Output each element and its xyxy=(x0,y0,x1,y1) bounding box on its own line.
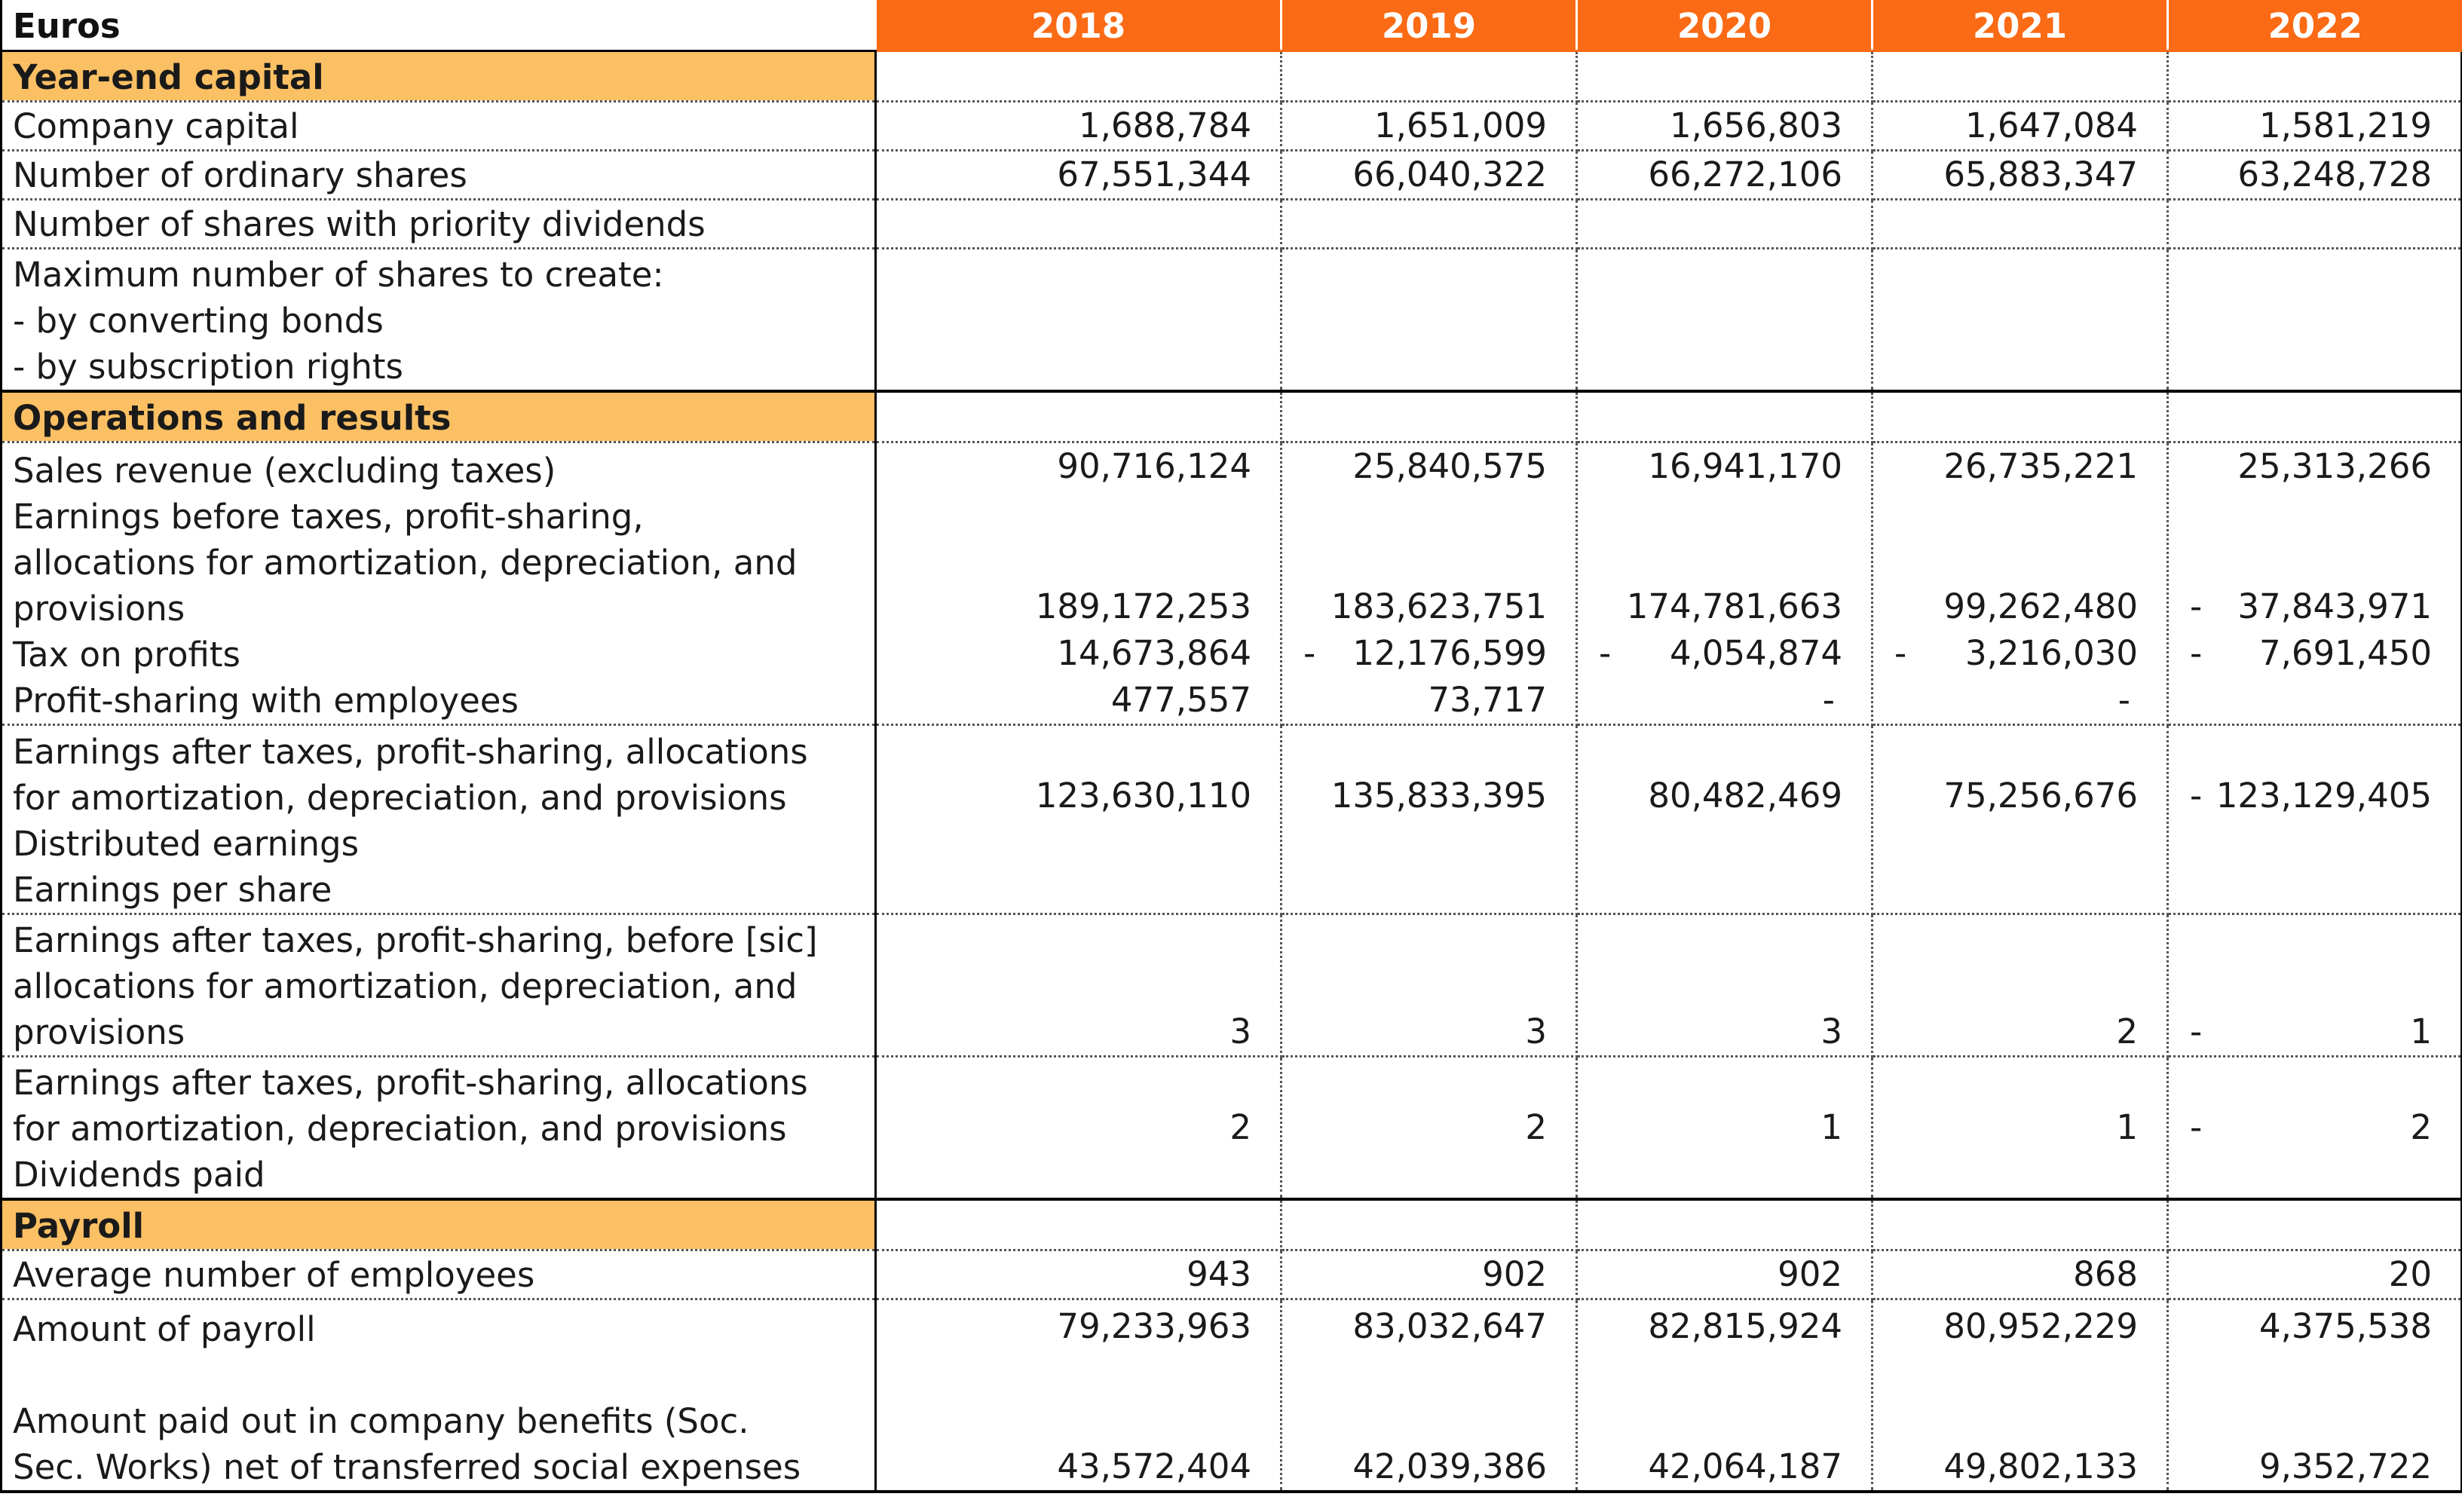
row-label xyxy=(2,249,876,392)
year-header-2021: 2021 xyxy=(1873,0,2168,51)
value-cell-2022 xyxy=(2168,200,2462,249)
cell-value: 902 xyxy=(1482,1254,1547,1294)
cell-value: 73,717 xyxy=(1428,680,1547,720)
value-cell-2019 xyxy=(1282,249,1577,392)
cell-value: 1 xyxy=(1820,1107,1842,1147)
value-cell-2021 xyxy=(1873,1299,2168,1492)
cell-value xyxy=(1588,819,1842,866)
cell-value xyxy=(887,1057,1251,1104)
cell-value: 477,557 xyxy=(1110,680,1251,720)
cell-line: provisions xyxy=(13,1012,185,1052)
value-cell-2021 xyxy=(1873,51,2168,102)
cell-value xyxy=(1293,490,1547,537)
cell-value: 83,032,647 xyxy=(1352,1306,1547,1346)
table-row xyxy=(2,1057,2462,1200)
value-cell-2020 xyxy=(1577,249,1873,392)
value-cell-2022 xyxy=(2168,1199,2462,1250)
value-cell-2022 xyxy=(2168,1299,2462,1492)
cell-value: 25,840,575 xyxy=(1352,446,1547,486)
cell-value: 1,647,084 xyxy=(1964,106,2138,145)
value-cell-2018 xyxy=(876,725,1282,914)
cell-value xyxy=(2179,1397,2432,1443)
value-cell-2020 xyxy=(1577,1199,1873,1250)
value-cell-2022 xyxy=(2168,1250,2462,1299)
value-cell-2020 xyxy=(1577,1299,1873,1492)
cell-value xyxy=(887,726,1251,773)
section-title xyxy=(2,1199,876,1250)
cell-line xyxy=(13,1352,864,1398)
value-cell-2018 xyxy=(876,442,1282,725)
value-cell-2018 xyxy=(876,151,1282,200)
cell-value: 902 xyxy=(1778,1254,1842,1294)
section-header-row xyxy=(2,1199,2462,1250)
cell-value xyxy=(2179,819,2432,866)
negative-sign: - xyxy=(1599,633,1612,673)
cell-value xyxy=(887,962,1251,1009)
value-cell-2018 xyxy=(876,914,1282,1057)
cell-value xyxy=(2179,1350,2432,1397)
cell-value: 868 xyxy=(2073,1254,2138,1294)
value-cell-2019 xyxy=(1282,1199,1577,1250)
value-cell-2019 xyxy=(1282,102,1577,151)
year-header-2018: 2018 xyxy=(876,0,1282,51)
cell-line: Distributed earnings xyxy=(13,824,360,864)
table-row xyxy=(2,1250,2462,1299)
cell-value xyxy=(2179,1057,2432,1104)
cell-value xyxy=(1884,866,2138,913)
cell-value xyxy=(887,915,1251,962)
cell-value xyxy=(2179,537,2432,583)
cell-value xyxy=(1293,1057,1547,1104)
cell-value xyxy=(1884,490,2138,537)
value-cell-2020 xyxy=(1577,1057,1873,1200)
cell-value xyxy=(887,490,1251,537)
cell-value: 183,623,751 xyxy=(1331,586,1547,626)
table-row xyxy=(2,442,2462,725)
cell-value xyxy=(1293,537,1547,583)
cell-line: allocations for amortization, depreciation, and xyxy=(13,543,798,583)
cell-value: 26,735,221 xyxy=(1943,446,2138,486)
cell-value xyxy=(887,1397,1251,1443)
cell-line: Profit-sharing with employees xyxy=(13,681,519,721)
value-cell-2021 xyxy=(1873,391,2168,442)
cell-value xyxy=(1884,1350,2138,1397)
cell-value xyxy=(1884,962,2138,1009)
row-label xyxy=(2,914,876,1057)
cell-value: 42,039,386 xyxy=(1352,1446,1547,1486)
cell-value xyxy=(1588,915,1842,962)
value-cell-2019 xyxy=(1282,200,1577,249)
cell-value: 123,630,110 xyxy=(1035,776,1251,816)
value-cell-2019 xyxy=(1282,914,1577,1057)
value-cell-2018 xyxy=(876,1199,1282,1250)
cell-value xyxy=(1884,915,2138,962)
section-title xyxy=(2,51,876,102)
section-header-row xyxy=(2,391,2462,442)
cell-value: - xyxy=(2118,680,2130,720)
value-cell-2022 xyxy=(2168,102,2462,151)
cell-value: 2 xyxy=(1525,1107,1547,1147)
table-row xyxy=(2,914,2462,1057)
cell-value: 99,262,480 xyxy=(1943,586,2138,626)
value-cell-2020 xyxy=(1577,914,1873,1057)
row-label xyxy=(2,102,876,151)
value-cell-2019 xyxy=(1282,1299,1577,1492)
cell-value: 3 xyxy=(1525,1012,1547,1051)
table-row xyxy=(2,200,2462,249)
cell-value: 174,781,663 xyxy=(1626,586,1842,626)
value-cell-2022 xyxy=(2168,914,2462,1057)
value-cell-2018 xyxy=(876,1057,1282,1200)
value-cell-2022 xyxy=(2168,151,2462,200)
value-cell-2019 xyxy=(1282,442,1577,725)
section-header-row xyxy=(2,51,2462,102)
cell-value xyxy=(887,866,1251,913)
cell-value: 25,313,266 xyxy=(2237,446,2432,486)
cell-value: - xyxy=(1822,680,1835,720)
unit-header: Euros xyxy=(2,0,876,51)
cell-value xyxy=(887,1151,1251,1198)
cell-value: - 37,843,971 xyxy=(2179,583,2432,630)
value-cell-2021 xyxy=(1873,1250,2168,1299)
cell-value xyxy=(1884,819,2138,866)
cell-value: 943 xyxy=(1187,1254,1251,1294)
value-cell-2020 xyxy=(1577,151,1873,200)
cell-line: Earnings per share xyxy=(13,870,332,910)
cell-value: 189,172,253 xyxy=(1035,586,1251,626)
cell-value xyxy=(2179,962,2432,1009)
cell-value xyxy=(2179,677,2432,724)
cell-value: 66,040,322 xyxy=(1352,155,1547,194)
cell-value xyxy=(1293,962,1547,1009)
cell-value: 135,833,395 xyxy=(1331,776,1547,816)
cell-line: Operations and results xyxy=(13,398,452,438)
cell-value: - 2 xyxy=(2179,1104,2432,1151)
cell-value xyxy=(1588,1057,1842,1104)
cell-value xyxy=(887,819,1251,866)
header-row xyxy=(2,0,2462,51)
negative-sign: - xyxy=(1303,633,1316,673)
year-header-2022: 2022 xyxy=(2168,0,2462,51)
cell-value: - 7,691,450 xyxy=(2179,630,2432,677)
value-cell-2021 xyxy=(1873,102,2168,151)
cell-value: 1,651,009 xyxy=(1373,106,1547,145)
cell-value: 1,581,219 xyxy=(2258,106,2432,145)
value-cell-2018 xyxy=(876,102,1282,151)
cell-value: 14,673,864 xyxy=(1057,633,1251,673)
cell-value: 20 xyxy=(2388,1254,2432,1294)
cell-value xyxy=(2179,490,2432,537)
value-cell-2022 xyxy=(2168,1057,2462,1200)
negative-sign: - xyxy=(2190,1107,2203,1147)
negative-sign: - xyxy=(2190,586,2203,626)
table-row xyxy=(2,151,2462,200)
cell-value xyxy=(1884,1151,2138,1198)
value-cell-2021 xyxy=(1873,442,2168,725)
cell-value: 3 xyxy=(1229,1012,1251,1051)
cell-value: 1,688,784 xyxy=(1078,106,1251,145)
year-header-2019: 2019 xyxy=(1282,0,1577,51)
cell-value xyxy=(1293,1397,1547,1443)
cell-value xyxy=(1884,726,2138,773)
cell-value: 42,064,187 xyxy=(1648,1446,1842,1486)
row-label xyxy=(2,442,876,725)
cell-value: 1 xyxy=(2116,1107,2138,1147)
cell-value xyxy=(887,537,1251,583)
section-title xyxy=(2,391,876,442)
cell-value xyxy=(2179,866,2432,913)
cell-line: allocations for amortization, depreciation, and xyxy=(13,966,798,1006)
cell-value: 2 xyxy=(2116,1012,2138,1051)
cell-line: Year-end capital xyxy=(13,57,324,97)
cell-value xyxy=(1588,866,1842,913)
cell-value: 43,572,404 xyxy=(1057,1446,1251,1486)
value-cell-2019 xyxy=(1282,1250,1577,1299)
cell-value xyxy=(1293,1151,1547,1198)
negative-sign: - xyxy=(2190,776,2203,816)
cell-value: 67,551,344 xyxy=(1057,155,1251,194)
cell-value xyxy=(1588,726,1842,773)
cell-line: provisions xyxy=(13,589,185,629)
cell-value: 1,656,803 xyxy=(1669,106,1842,145)
cell-line: - by converting bonds xyxy=(13,301,384,341)
cell-line: Earnings after taxes, profit-sharing, allocations xyxy=(13,732,808,772)
value-cell-2021 xyxy=(1873,725,2168,914)
value-cell-2020 xyxy=(1577,102,1873,151)
row-label xyxy=(2,200,876,249)
cell-line: Tax on profits xyxy=(13,635,240,675)
cell-value xyxy=(2179,726,2432,773)
value-cell-2021 xyxy=(1873,1199,2168,1250)
table-row xyxy=(2,102,2462,151)
value-cell-2020 xyxy=(1577,200,1873,249)
cell-value: 80,482,469 xyxy=(1648,776,1842,816)
value-cell-2020 xyxy=(1577,442,1873,725)
cell-value: 80,952,229 xyxy=(1943,1306,2138,1346)
cell-value xyxy=(1884,1397,2138,1443)
value-cell-2018 xyxy=(876,249,1282,392)
value-cell-2020 xyxy=(1577,725,1873,914)
cell-line: for amortization, depreciation, and provisions xyxy=(13,1109,787,1149)
cell-value: 9,352,722 xyxy=(2258,1446,2432,1486)
table-body xyxy=(2,51,2462,1492)
cell-line: Earnings after taxes, profit-sharing, before [sic] xyxy=(13,920,818,960)
value-cell-2018 xyxy=(876,1299,1282,1492)
value-cell-2019 xyxy=(1282,1057,1577,1200)
cell-value: 75,256,676 xyxy=(1943,776,2138,816)
cell-line: Number of ordinary shares xyxy=(13,155,467,195)
value-cell-2018 xyxy=(876,51,1282,102)
cell-value: - 4,054,874 xyxy=(1588,630,1842,677)
cell-value: 3 xyxy=(1820,1012,1842,1051)
cell-line: - by subscription rights xyxy=(13,347,404,387)
value-cell-2022 xyxy=(2168,725,2462,914)
cell-value: 49,802,133 xyxy=(1943,1446,2138,1486)
cell-value xyxy=(1293,866,1547,913)
cell-line: Payroll xyxy=(13,1206,145,1246)
cell-value xyxy=(887,1350,1251,1397)
row-label xyxy=(2,725,876,914)
cell-line: Maximum number of shares to create: xyxy=(13,255,664,295)
cell-value xyxy=(1588,537,1842,583)
value-cell-2020 xyxy=(1577,391,1873,442)
row-label xyxy=(2,1250,876,1299)
cell-value xyxy=(1293,819,1547,866)
value-cell-2018 xyxy=(876,1250,1282,1299)
cell-value xyxy=(1293,1350,1547,1397)
cell-value: 79,233,963 xyxy=(1057,1306,1251,1346)
value-cell-2018 xyxy=(876,391,1282,442)
cell-value xyxy=(2179,1151,2432,1198)
cell-line: Sec. Works) net of transferred social expenses xyxy=(13,1447,801,1487)
cell-value: 65,883,347 xyxy=(1943,155,2138,194)
table-row xyxy=(2,249,2462,392)
row-label xyxy=(2,151,876,200)
value-cell-2021 xyxy=(1873,151,2168,200)
cell-line: Earnings before taxes, profit-sharing, xyxy=(13,497,644,537)
value-cell-2019 xyxy=(1282,51,1577,102)
cell-line: Earnings after taxes, profit-sharing, allocations xyxy=(13,1063,808,1103)
cell-value: 90,716,124 xyxy=(1057,446,1251,486)
value-cell-2019 xyxy=(1282,151,1577,200)
cell-value xyxy=(1884,537,2138,583)
year-header-2020: 2020 xyxy=(1577,0,1873,51)
cell-value: 63,248,728 xyxy=(2237,155,2432,194)
cell-value: - 3,216,030 xyxy=(1884,630,2138,677)
cell-line: Sales revenue (excluding taxes) xyxy=(13,451,556,491)
cell-line: Average number of employees xyxy=(13,1255,535,1295)
value-cell-2019 xyxy=(1282,391,1577,442)
value-cell-2022 xyxy=(2168,51,2462,102)
row-label xyxy=(2,1299,876,1492)
cell-value xyxy=(1588,490,1842,537)
value-cell-2021 xyxy=(1873,249,2168,392)
cell-value: 82,815,924 xyxy=(1648,1306,1842,1346)
cell-value xyxy=(2179,915,2432,962)
negative-sign: - xyxy=(2190,1012,2203,1051)
cell-value: - 123,129,405 xyxy=(2179,773,2432,819)
cell-value xyxy=(1293,726,1547,773)
cell-value: - 12,176,599 xyxy=(1293,630,1547,677)
cell-value xyxy=(1588,1350,1842,1397)
cell-line: Amount of payroll xyxy=(13,1309,316,1349)
cell-line: Number of shares with priority dividends xyxy=(13,204,706,244)
cell-line: for amortization, depreciation, and provisions xyxy=(13,778,787,818)
cell-value xyxy=(1588,962,1842,1009)
cell-line: Company capital xyxy=(13,106,299,146)
cell-value xyxy=(1293,915,1547,962)
cell-value: 66,272,106 xyxy=(1648,155,1842,194)
value-cell-2021 xyxy=(1873,1057,2168,1200)
value-cell-2022 xyxy=(2168,442,2462,725)
cell-value xyxy=(1588,1151,1842,1198)
cell-value: - 1 xyxy=(2179,1009,2432,1055)
value-cell-2022 xyxy=(2168,249,2462,392)
table-row xyxy=(2,725,2462,914)
value-cell-2022 xyxy=(2168,391,2462,442)
cell-line: Dividends paid xyxy=(13,1155,265,1195)
cell-value xyxy=(1884,1057,2138,1104)
cell-value: 4,375,538 xyxy=(2258,1306,2432,1346)
value-cell-2021 xyxy=(1873,914,2168,1057)
row-label xyxy=(2,1057,876,1200)
negative-sign: - xyxy=(2190,633,2203,673)
negative-sign: - xyxy=(1894,633,1907,673)
cell-line: Amount paid out in company benefits (Soc. xyxy=(13,1401,749,1441)
value-cell-2020 xyxy=(1577,51,1873,102)
cell-value: 16,941,170 xyxy=(1648,446,1842,486)
cell-value xyxy=(1588,1397,1842,1443)
cell-value: 2 xyxy=(1229,1107,1251,1147)
value-cell-2018 xyxy=(876,200,1282,249)
value-cell-2021 xyxy=(1873,200,2168,249)
value-cell-2020 xyxy=(1577,1250,1873,1299)
value-cell-2019 xyxy=(1282,725,1577,914)
table-row xyxy=(2,1299,2462,1492)
